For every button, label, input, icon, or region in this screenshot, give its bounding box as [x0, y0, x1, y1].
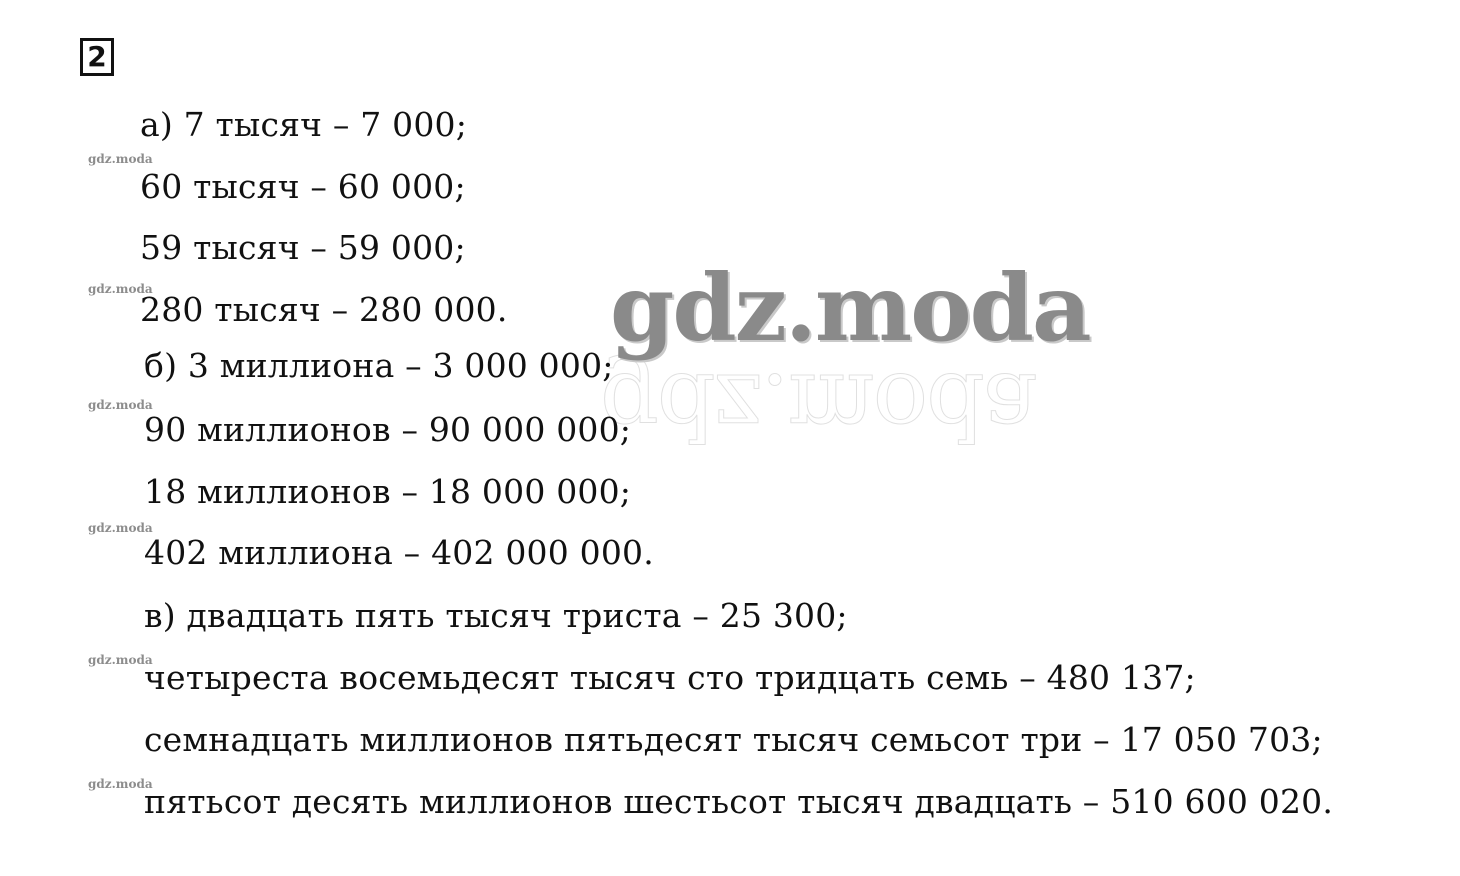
- task-number: 2: [87, 40, 107, 73]
- watermark-small: gdz.moda: [88, 777, 153, 791]
- answer-line-a2: 60 тысяч – 60 000;: [140, 167, 466, 206]
- answer-line-c3: семнадцать миллионов пятьдесят тысяч семьсот три – 17 050 703;: [144, 720, 1323, 759]
- watermark-small: gdz.moda: [88, 282, 153, 296]
- answer-line-b2: 90 миллионов – 90 000 000;: [144, 410, 632, 449]
- answer-line-c1: в) двадцать пять тысяч триста – 25 300;: [144, 596, 848, 635]
- answer-line-a3: 59 тысяч – 59 000;: [140, 228, 466, 267]
- watermark-small: gdz.moda: [88, 398, 153, 412]
- watermark-logo: gdz.moda: [610, 254, 1090, 362]
- watermark-small: gdz.moda: [88, 521, 153, 535]
- watermark-small: gdz.moda: [88, 152, 153, 166]
- answer-line-c4: пятьсот десять миллионов шестьсот тысяч двадцать – 510 600 020.: [144, 782, 1334, 821]
- watermark-small: gdz.moda: [88, 653, 153, 667]
- answer-line-b1: б) 3 миллиона – 3 000 000;: [144, 346, 614, 385]
- watermark-reflection: gdz.moda: [600, 353, 1036, 460]
- answer-line-c2: четыреста восемьдесят тысяч сто тридцать семь – 480 137;: [144, 658, 1196, 697]
- answer-line-a1: а) 7 тысяч – 7 000;: [140, 105, 468, 144]
- answer-line-b3: 18 миллионов – 18 000 000;: [144, 472, 632, 511]
- answer-line-a4: 280 тысяч – 280 000.: [140, 290, 508, 329]
- task-number-box: [80, 38, 114, 76]
- answer-line-b4: 402 миллиона – 402 000 000.: [144, 533, 654, 572]
